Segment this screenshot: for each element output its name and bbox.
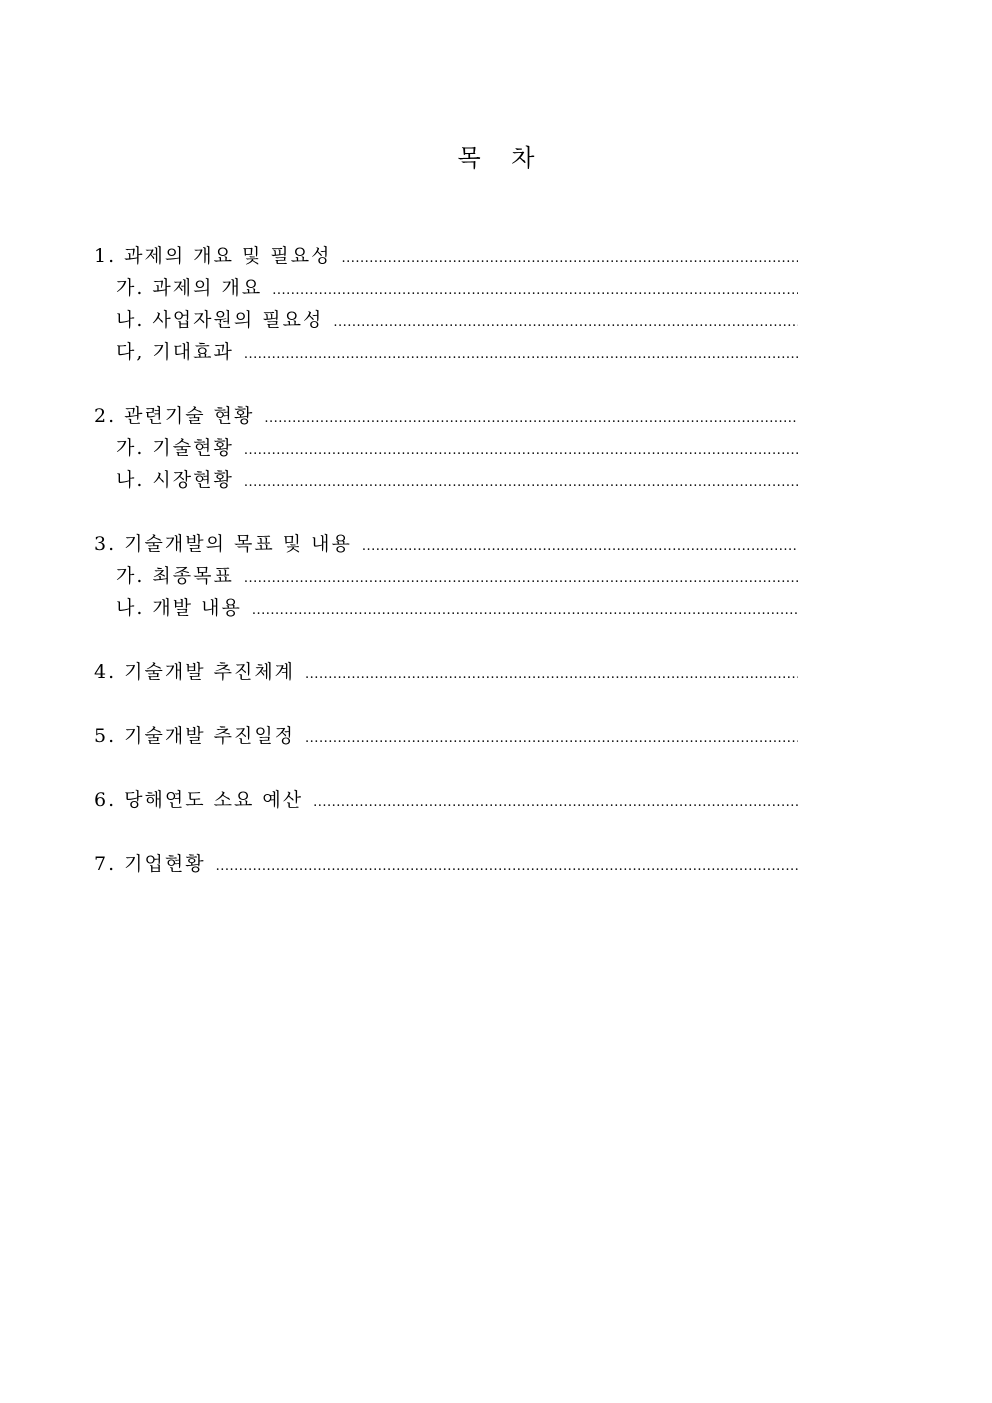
toc-heading-label: 4. 기술개발 추진체계 xyxy=(94,661,296,683)
toc-section-7 xyxy=(94,848,798,880)
toc-item[interactable] xyxy=(94,304,798,336)
toc-item-label: 나. 사업자원의 필요성 xyxy=(116,309,324,331)
toc-item-label: 나. 시장현황 xyxy=(116,469,234,491)
dot-leader xyxy=(244,339,798,371)
toc-heading-label: 3. 기술개발의 목표 및 내용 xyxy=(94,533,352,555)
dot-leader xyxy=(341,243,798,275)
toc-heading[interactable] xyxy=(94,720,798,752)
toc-section-6 xyxy=(94,784,798,816)
toc-item[interactable] xyxy=(94,592,798,624)
toc-section-5 xyxy=(94,720,798,752)
dot-leader xyxy=(216,851,798,883)
toc-heading[interactable] xyxy=(94,400,798,432)
dot-leader xyxy=(244,563,798,595)
toc-heading-label: 7. 기업현황 xyxy=(94,853,206,875)
toc-heading-label: 1. 과제의 개요 및 필요성 xyxy=(94,245,332,267)
toc-heading-label: 6. 당해연도 소요 예산 xyxy=(94,789,304,811)
toc-item-label: 가. 과제의 개요 xyxy=(116,277,263,299)
page-title: 목 차 xyxy=(457,144,535,172)
toc-item-label: 다, 기대효과 xyxy=(116,341,234,363)
toc-item[interactable] xyxy=(94,464,798,496)
dot-leader xyxy=(362,531,798,563)
dot-leader xyxy=(244,435,798,467)
dot-leader xyxy=(272,275,798,307)
toc-heading[interactable] xyxy=(94,528,798,560)
toc-section-1 xyxy=(94,240,798,368)
toc-heading-label: 2. 관련기술 현황 xyxy=(94,405,255,427)
toc-item[interactable] xyxy=(94,272,798,304)
toc-item-label: 나. 개발 내용 xyxy=(116,597,242,619)
dot-leader xyxy=(333,307,798,339)
toc-item[interactable] xyxy=(94,432,798,464)
toc-heading[interactable] xyxy=(94,240,798,272)
toc-item-label: 가. 기술현황 xyxy=(116,437,234,459)
dot-leader xyxy=(264,403,798,435)
toc-section-2 xyxy=(94,400,798,496)
toc-item[interactable] xyxy=(94,560,798,592)
dot-leader xyxy=(313,787,798,819)
toc-item[interactable] xyxy=(94,336,798,368)
toc-heading[interactable] xyxy=(94,848,798,880)
toc-section-3 xyxy=(94,528,798,624)
toc-heading-label: 5. 기술개발 추진일정 xyxy=(94,725,296,747)
toc-heading[interactable] xyxy=(94,784,798,816)
toc-section-4 xyxy=(94,656,798,688)
dot-leader xyxy=(244,467,798,499)
dot-leader xyxy=(305,723,798,755)
toc-heading[interactable] xyxy=(94,656,798,688)
toc-item-label: 가. 최종목표 xyxy=(116,565,234,587)
dot-leader xyxy=(305,659,798,691)
dot-leader xyxy=(252,595,798,627)
table-of-contents xyxy=(94,240,798,912)
